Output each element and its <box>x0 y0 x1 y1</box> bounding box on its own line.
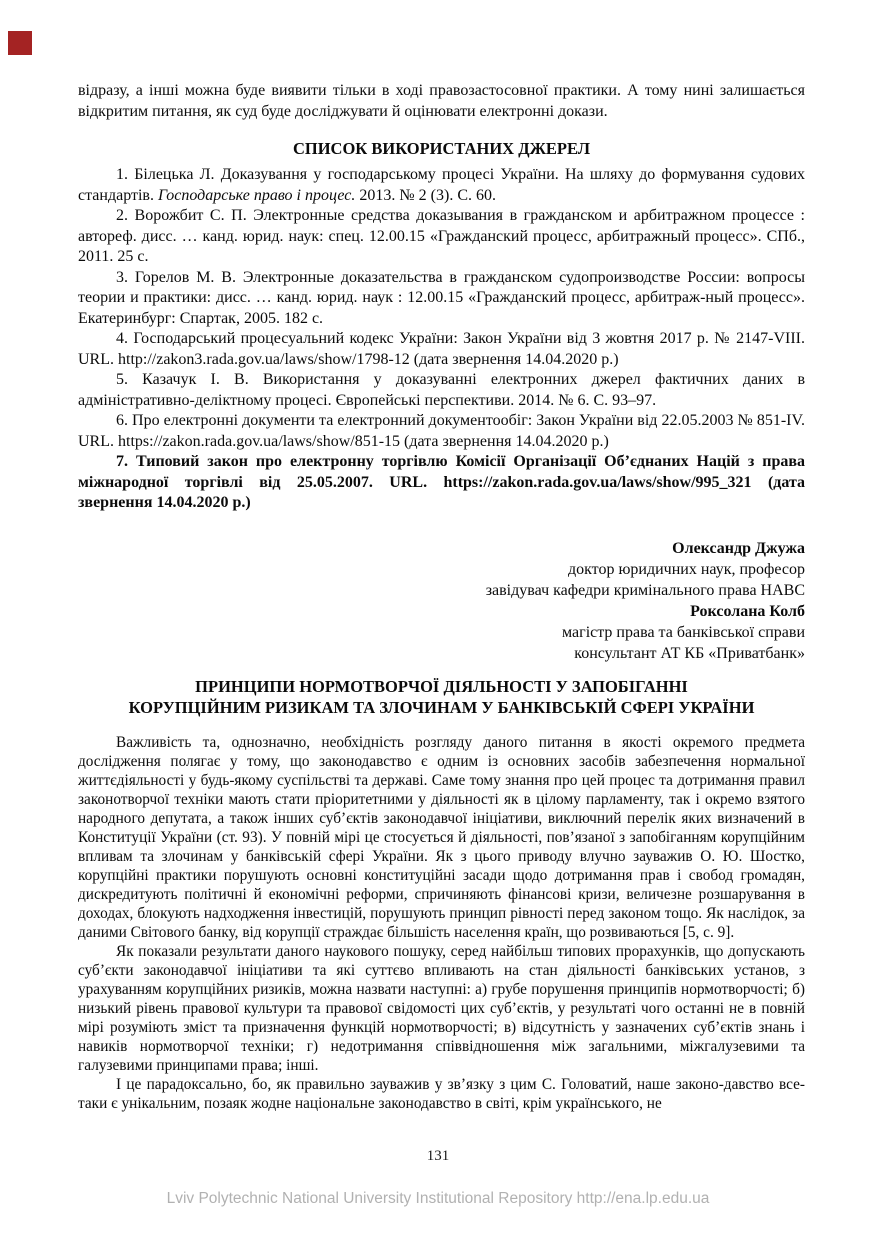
reference-item-5: 5. Казачук І. В. Використання у доказуванні електронних джерел фактичних даних в адміністративно-деліктному процесі. Європейські перспективи. 2014. № 6. С. 93–97. <box>78 371 805 409</box>
footer-repository-text: Lviv Polytechnic National University Institutional Repository http://ena.lp.edu.ua <box>166 1190 710 1207</box>
article-title <box>78 676 805 719</box>
reference-item-7: 7. Типовий закон про електронну торгівлю Комісії Організації Об’єднаних Націй з права міжнародної торгівлі від 25.05.2007. URL. https://zakon.rada.gov.ua/laws/show/995_321 (дата звернення 14.04.2020 р.) <box>78 453 805 511</box>
author-degree: магістр права та банківської справи <box>562 623 805 641</box>
author-name: Роксолана Колб <box>690 602 805 620</box>
reference-item-4: 4. Господарський процесуальний кодекс України: Закон України від 3 жовтня 2017 р. № 2147-VIII. URL. http://zakon3.rada.gov.ua/laws/show/1798-12 (дата звернення 14.04.2020 р.) <box>78 330 805 368</box>
reference-item-1 <box>78 165 805 206</box>
article-paragraph: Важливість та, однозначно, необхідність розгляду даного питання в якості окремого предмета дослідження полягає у тому, що законодавство є одним із основних засобів забезпечення нормальної життєдіяльності у будь-якому суспільстві та державі. Саме тому знання про цей процес та дотримання правил законотворчої техніки мають стати пріоритетними у діяльності як в цілому парламенту, так і окремо взятого народного депутата, а також інших суб’єктів законодавчої ініціативи, виключний перелік яких визначений в Конституції України (ст. 93). У повній мірі це стосується й діяльності, пов’язаної з запобіганням корупційним впливам та злочинам у банківській сфері України. Як з цього приводу влучно зауважив О. Ю. Шостко, корупційні практики порушують основні конституційні засади щодо дотримання прав і свобод громадян, дискредитують політичні й економічні реформи, спричиняють фінансові кризи, величезне розшарування в доходах, блокують надходження інвестицій, порушують принцип рівності перед законом тощо. Як наслідок, за даними Світового банку, від корупції страждає більшість населення країн, що розвиваються [5, с. 9]. <box>78 733 805 941</box>
reference-journal-italic: Господарське право і процес. <box>157 186 356 204</box>
author-name: Олександр Джужа <box>672 539 805 557</box>
author-position: консультант АТ КБ «Приватбанк» <box>574 644 805 662</box>
reference-item-6: 6. Про електронні документи та електронний документообіг: Закон України від 22.05.2003 № 851-IV. URL. https://zakon.rada.gov.ua/laws/show/851-15 (дата звернення 14.04.2020 р.) <box>78 412 805 450</box>
reference-text: 1. Білецька Л. Доказування у господарському процесі України. На шляху до формування судових стандартів. <box>78 166 805 204</box>
article-paragraph: І це парадоксально, бо, як правильно зауважив у зв’язку з цим С. Головатий, наше законо-давство все-таки є унікальним, позаяк жодне національне законодавство в світі, крім українського, не <box>78 1075 805 1112</box>
reference-item-2: 2. Ворожбит С. П. Электронные средства доказывания в гражданском и арбитражном процессе : автореф. дисс. … канд. юрид. наук: спец. 12.00.15 «Гражданский процесс, арбитражный процесс». СПб., 2011. 25 с. <box>78 207 805 265</box>
author-position: завідувач кафедри кримінального права НАВС <box>485 581 805 599</box>
author-block <box>78 538 805 664</box>
article-title-line: КОРУПЦІЙНИМ РИЗИКАМ ТА ЗЛОЧИНАМ У БАНКІВСЬКІЙ СФЕРІ УКРАЇНИ <box>128 698 755 717</box>
author-degree: доктор юридичних наук, професор <box>567 560 805 578</box>
page-content <box>78 80 805 1113</box>
reference-item-3: 3. Горелов М. В. Электронные доказательства в гражданском судопроизводстве России: вопросы теории и практики: дисс. … канд. юрид. наук : 12.00.15 «Гражданский процесс, арбитраж-ный процесс». Екатеринбург: Спартак, 2005. 182 с. <box>78 268 805 327</box>
red-square-marker <box>8 31 32 55</box>
page-number: 131 <box>426 1148 450 1164</box>
sources-heading: СПИСОК ВИКОРИСТАНИХ ДЖЕРЕЛ <box>292 139 591 158</box>
intro-paragraph: відразу, а інші можна буде виявити тільки в ході правозастосовної практики. А тому нині залишається відкритим питання, як суд буде досліджувати й оцінювати електронні докази. <box>78 82 805 120</box>
article-title-line: ПРИНЦИПИ НОРМОТВОРЧОЇ ДІЯЛЬНОСТІ У ЗАПОБІГАННІ <box>195 676 688 696</box>
article-paragraph: Як показали результати даного наукового пошуку, серед найбільш типових прорахунків, що допускають суб’єкти законодавчої ініціативи та які суттєво впливають на стан діяльності банківських установ, з урахуванням корупційних ризиків, можна назвати наступні: а) грубе порушення принципів нормотворчості; б) низький рівень правової культури та правової свідомості цих суб’єктів, у результаті чого останні не в повній мірі розуміють зміст та призначення функцій нормотворчості; в) відсутність у зазначених суб’єктів знань і навиків нормотворчої техніки; г) недотримання співвідношення між загальними, міжгалузевими та галузевими принципами права; інші. <box>78 942 805 1074</box>
reference-text: 2013. № 2 (3). С. 60. <box>355 186 496 204</box>
